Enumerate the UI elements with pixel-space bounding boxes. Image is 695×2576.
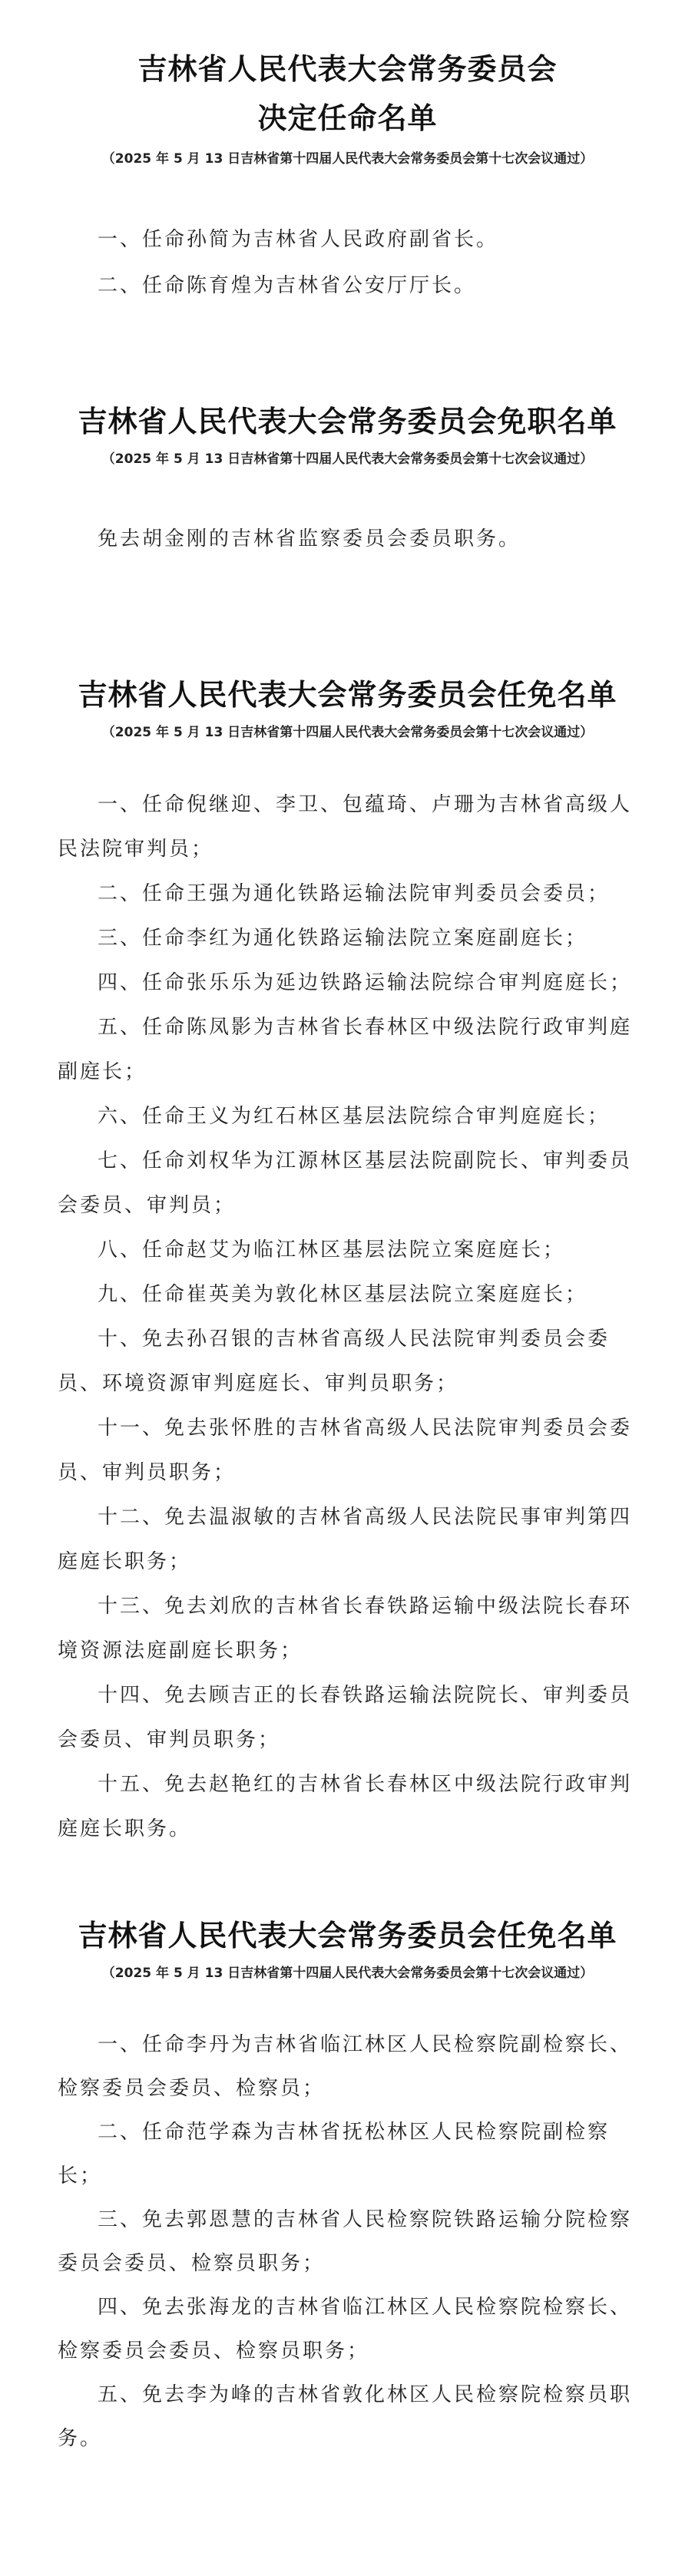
title-line: 吉林省人民代表大会常务委员会 bbox=[137, 52, 558, 86]
list-item: 五、任命陈凤影为吉林省长春林区中级法院行政审判庭副庭长； bbox=[58, 1016, 633, 1083]
section-title bbox=[0, 45, 695, 143]
list-item: 七、任命刘权华为江源林区基层法院副院长、审判委员会委员、审判员； bbox=[58, 1149, 633, 1217]
list-item: 二、任命陈育煌为吉林省公安厅厅长。 bbox=[98, 274, 477, 297]
list-item: 三、免去郭恩慧的吉林省人民检察院铁路运输分院检察委员会委员、检察员职务； bbox=[58, 2208, 633, 2275]
court-appointment-section bbox=[0, 670, 695, 1851]
decision-appointment-section bbox=[0, 45, 695, 309]
dismissal-section bbox=[0, 397, 695, 562]
section-subtitle: （2025 年 5 月 13 日吉林省第十四届人民代表大会常务委员会第十七次会议通过） bbox=[101, 725, 594, 740]
list-item: 一、任命孙简为吉林省人民政府副省长。 bbox=[98, 228, 499, 251]
list-item: 十四、免去顾吉正的长春铁路运输法院院长、审判委员会委员、审判员职务； bbox=[58, 1684, 633, 1751]
section-subtitle: （2025 年 5 月 13 日吉林省第十四届人民代表大会常务委员会第十七次会议通过） bbox=[101, 1966, 594, 1981]
list-item: 四、免去张海龙的吉林省临江林区人民检察院检察长、检察委员会委员、检察员职务； bbox=[58, 2296, 633, 2363]
list-item: 二、任命王强为通化铁路运输法院审判委员会委员； bbox=[98, 882, 611, 905]
section-title bbox=[0, 670, 695, 719]
section-subtitle: （2025 年 5 月 13 日吉林省第十四届人民代表大会常务委员会第十七次会议通过） bbox=[101, 451, 594, 467]
title-line: 吉林省人民代表大会常务委员会免职名单 bbox=[78, 405, 617, 438]
list-item: 十、免去孙召银的吉林省高级人民法院审判委员会委员、环境资源审判庭庭长、审判员职务； bbox=[58, 1328, 611, 1395]
title-line: 决定任命名单 bbox=[257, 101, 438, 135]
section-body bbox=[0, 2023, 695, 2461]
list-item: 十二、免去温淑敏的吉林省高级人民法院民事审判第四庭庭长职务； bbox=[58, 1506, 633, 1573]
list-item: 四、任命张乐乐为延边铁路运输法院综合审判庭庭长； bbox=[98, 971, 633, 994]
list-item: 一、任命李丹为吉林省临江林区人民检察院副检察长、检察委员会委员、检察员； bbox=[58, 2033, 633, 2100]
list-item: 六、任命王义为红石林区基层法院综合审判庭庭长； bbox=[98, 1105, 611, 1128]
list-item: 十五、免去赵艳红的吉林省长春林区中级法院行政审判庭庭长职务。 bbox=[58, 1773, 633, 1840]
list-item: 免去胡金刚的吉林省监察委员会委员职务。 bbox=[98, 527, 521, 551]
list-item: 三、任命李红为通化铁路运输法院立案庭副庭长； bbox=[98, 927, 588, 950]
procuratorate-appointment-section bbox=[0, 1911, 695, 2461]
list-item: 九、任命崔英美为敦化林区基层法院立案庭庭长； bbox=[98, 1283, 588, 1306]
title-line: 吉林省人民代表大会常务委员会任免名单 bbox=[78, 1919, 617, 1953]
list-item: 八、任命赵艾为临江林区基层法院立案庭庭长； bbox=[98, 1238, 566, 1262]
list-item: 五、免去李为峰的吉林省敦化林区人民检察院检察员职务。 bbox=[58, 2383, 633, 2450]
section-body bbox=[0, 217, 695, 309]
title-line: 吉林省人民代表大会常务委员会任免名单 bbox=[78, 678, 617, 712]
section-title bbox=[0, 1911, 695, 1960]
section-title bbox=[0, 397, 695, 446]
list-item: 十三、免去刘欣的吉林省长春铁路运输中级法院长春环境资源法庭副庭长职务； bbox=[58, 1595, 633, 1662]
list-item: 十一、免去张怀胜的吉林省高级人民法院审判委员会委员、审判员职务； bbox=[58, 1417, 633, 1484]
section-body bbox=[0, 782, 695, 1851]
list-item: 一、任命倪继迎、李卫、包蕴琦、卢珊为吉林省高级人民法院审判员； bbox=[58, 793, 633, 861]
section-body bbox=[0, 516, 695, 562]
list-item: 二、任命范学森为吉林省抚松林区人民检察院副检察长； bbox=[58, 2121, 611, 2187]
section-subtitle: （2025 年 5 月 13 日吉林省第十四届人民代表大会常务委员会第十七次会议通过） bbox=[101, 151, 594, 167]
